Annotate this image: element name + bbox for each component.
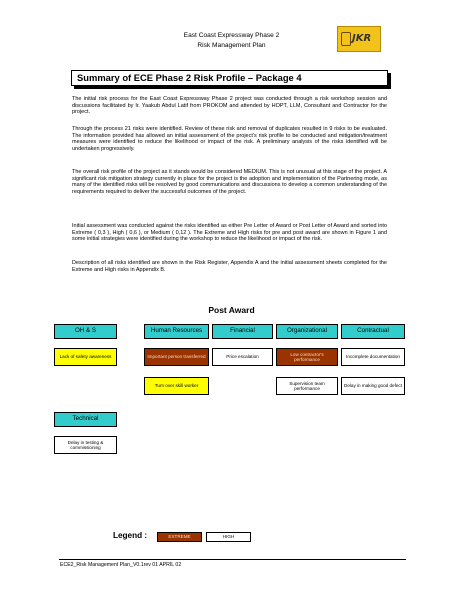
risk-incomplete-documentation: Incomplete documentation — [341, 348, 405, 366]
risk-price-escalation: Price escalation — [212, 348, 273, 366]
footer-text: ECE2_Risk Management Plan_V0.1rev 01 APRIL 02 — [60, 562, 182, 568]
risk-low-contractor-performance: Low contractor's performance — [276, 348, 338, 366]
emblem-icon — [341, 32, 351, 46]
category-organizational: Organizational — [276, 324, 338, 339]
risk-delay-making-good-defect: Delay in making good defect — [341, 377, 405, 395]
paragraph-description: Description of all risks identified are shown in the Risk Register, Appendix A and the initial assessment sheets completed for the Extreme and High risks in Appendix B. — [72, 260, 387, 273]
paragraph-identification: Through the process 21 risks were identified. Review of these risk and removal of duplicates resulted in 9 risks to be evaluated. The information provided has allowed an initial assessment of the project's risk profile to be conducted and mitigation/treatment measures were identified to reduce the likelihood or impact of the risk. A preliminary analysis of the risks identified will be undertaken progressively. — [72, 126, 387, 152]
paragraph-risk-profile: The overall risk profile of the project as it stands would be considered MEDIUM. This is not unusual at this stage of the project. A significant risk mitigation strategy currently in place for the project is the adoption and implementation of the Partnering mode, as many of the identified risks will be resolved by good communications and discussions to develop a common understanding of the requirements required to deliver the successful outcomes of the project. — [72, 169, 387, 195]
paragraph-assessment: Initial assessment was conducted against the risks identified as either Pre Letter of Award or Post Letter of Award and sorted into Extreme ( 0,3 ), High ( 0,6 ), or Medium ( 0,12 ). The Extreme and High risks for pre and post award are shown in Figure 1 and some initial strategies were identified during the workshop to reduce the likelihood or impact of the risk. — [72, 223, 387, 243]
legend-label: Legend : — [113, 531, 148, 540]
risk-supervision-team-performance: Supervision team performance — [276, 377, 338, 395]
header-document-title: Risk Management Plan — [197, 42, 266, 49]
diagram-title: Post Award — [208, 305, 255, 315]
category-technical: Technical — [54, 412, 117, 427]
footer-divider — [59, 559, 406, 560]
section-title: Summary of ECE Phase 2 Risk Profile – Package 4 — [71, 70, 388, 86]
risk-lack-of-safety-awareness: Lack of safety awareness — [54, 348, 117, 366]
category-contractual: Contractual — [341, 324, 405, 339]
legend-high: HIGH — [206, 532, 251, 542]
category-oh-s: OH & S — [54, 324, 117, 339]
legend-extreme: EXTREME — [157, 532, 202, 542]
logo-text: JKR — [352, 33, 372, 44]
jkr-logo — [337, 26, 381, 52]
category-human-resources: Human Resources — [144, 324, 209, 339]
risk-turn-over-skill-worker: Turn over skill worker — [144, 377, 209, 395]
header-project-title: East Coast Expressway Phase 2 — [183, 32, 280, 39]
risk-important-person-transferred: Important person transferred — [144, 348, 209, 366]
paragraph-intro: The initial risk process for the East Coast Expressway Phase 2 project was conducted through a risk workshop session and discussions facilitated by Ir. Yaakub Abdul Latif from PROKOM and attended by HOPT, LLM, Consultant and Contractor for the project. — [72, 96, 387, 116]
risk-delay-testing-commissioning: Delay in testing & commissioning — [54, 436, 117, 454]
category-financial: Financial — [212, 324, 273, 339]
